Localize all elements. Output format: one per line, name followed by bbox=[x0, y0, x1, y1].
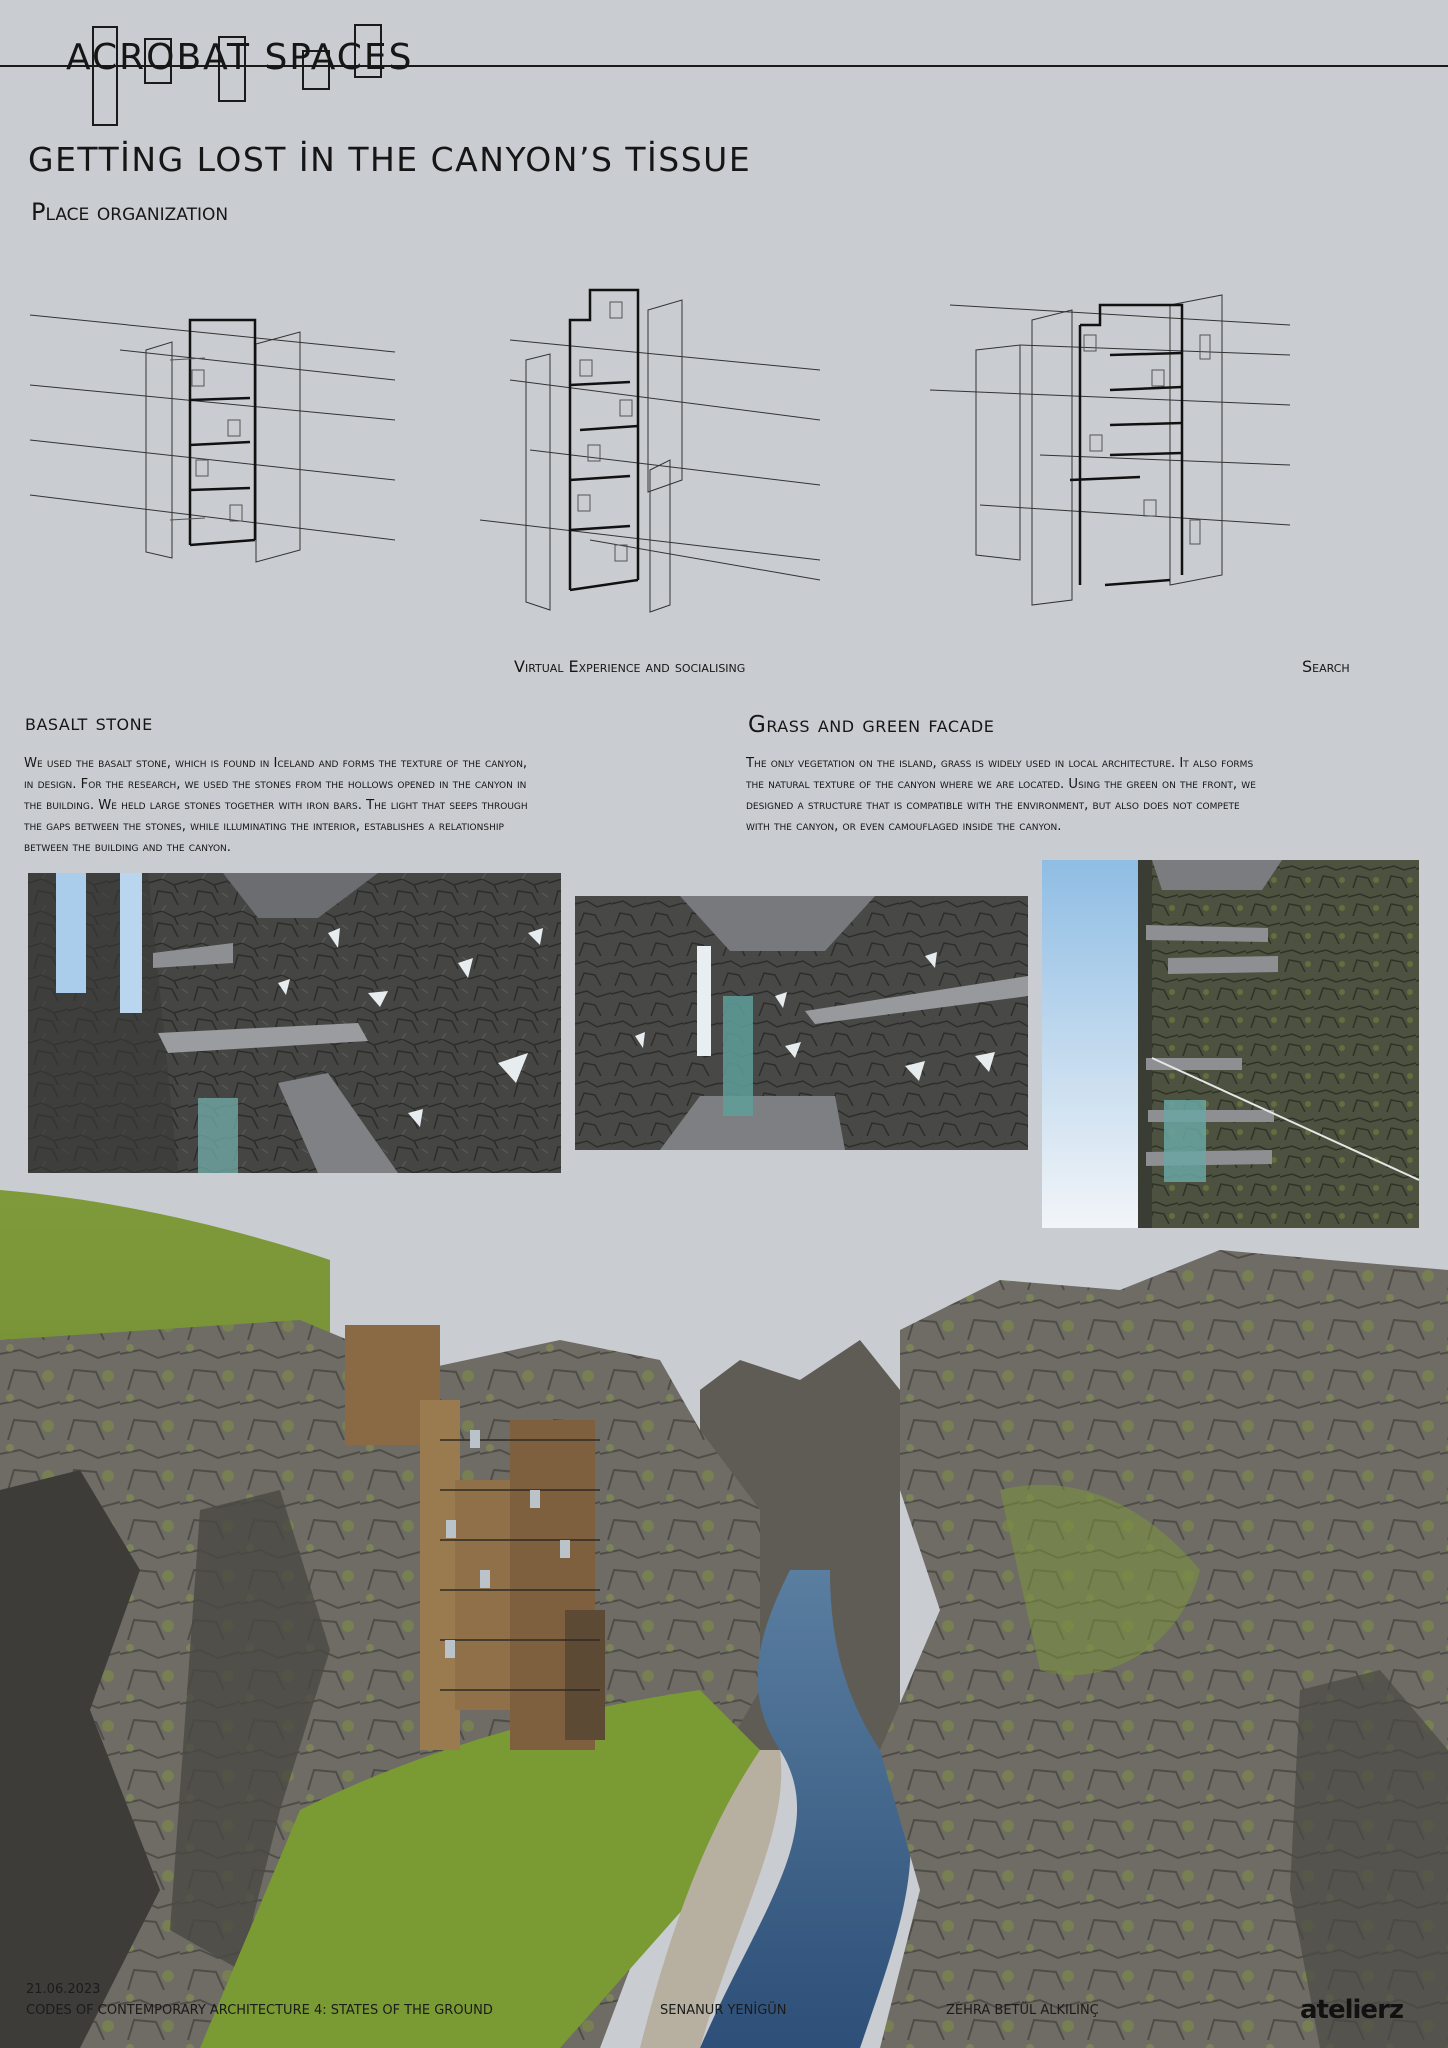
section-text-basalt-stone bbox=[24, 753, 714, 858]
text-line: the natural texture of the canyon where we are located. Using the green on the front, we bbox=[746, 777, 1256, 792]
section-text-grass-facade bbox=[746, 753, 1436, 837]
basalt-interior-render bbox=[28, 873, 561, 1173]
footer-date: 21.06.2023 bbox=[26, 1982, 101, 1997]
exploded-axonometric-diagram-1 bbox=[20, 280, 410, 580]
text-line: in design. For the research, we used the stones from the hollows opened in the canyon in bbox=[24, 777, 527, 792]
footer-author-1: SENANUR YENİGÜN bbox=[660, 2003, 787, 2018]
text-line: the gaps between the stones, while illuminating the interior, establishes a relationship bbox=[24, 819, 504, 834]
text-line: the building. We held large stones together with iron bars. The light that seeps through bbox=[24, 798, 528, 813]
page-title: GETTİNG LOST İN THE CANYON’S TİSSUE bbox=[28, 140, 752, 179]
green-facade-interior-render bbox=[1042, 860, 1419, 1228]
text-line: We used the basalt stone, which is found in Iceland and forms the texture of the canyon, bbox=[24, 756, 528, 771]
section-title-grass-facade: Grass and green facade bbox=[748, 712, 995, 738]
footer-course: CODES OF CONTEMPORARY ARCHITECTURE 4: STATES OF THE GROUND bbox=[26, 2003, 493, 2018]
text-line: designed a structure that is compatible with the environment, but also does not compete bbox=[746, 798, 1240, 813]
diagram-caption-search: Search bbox=[1302, 657, 1350, 676]
footer-author-2: ZEHRA BETÜL ALKILINÇ bbox=[946, 2003, 1099, 2018]
exploded-axonometric-diagram-2 bbox=[470, 280, 830, 620]
brand-title: ACROBAT SPACES bbox=[66, 37, 414, 78]
text-line: between the building and the canyon. bbox=[24, 840, 231, 855]
text-line: with the canyon, or even camouflaged inside the canyon. bbox=[746, 819, 1062, 834]
canyon-landscape-render bbox=[0, 1190, 1448, 2048]
atelier-logo: atelierz bbox=[1300, 1995, 1404, 2025]
diagram-caption-virtual-experience: Virtual Experience and socialising bbox=[514, 657, 746, 676]
exploded-axonometric-diagram-3 bbox=[920, 275, 1300, 615]
light-gaps-interior-render bbox=[575, 896, 1028, 1150]
section-title-basalt-stone: basalt stone bbox=[25, 710, 153, 736]
text-line: The only vegetation on the island, grass is widely used in local architecture. It also forms bbox=[746, 756, 1254, 771]
page-subtitle: Place organization bbox=[31, 198, 229, 226]
